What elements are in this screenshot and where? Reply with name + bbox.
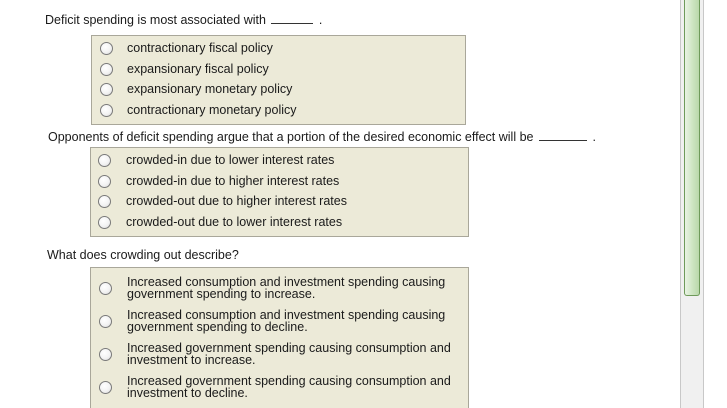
radio-button[interactable]	[99, 348, 112, 361]
question-1-prompt: Deficit spending is most associated with	[45, 13, 266, 27]
answer-blank	[539, 129, 587, 141]
option-label: crowded-in due to lower interest rates	[126, 153, 335, 167]
option-3d[interactable]	[91, 367, 468, 400]
radio-button[interactable]	[99, 282, 112, 295]
option-1c[interactable]	[92, 77, 465, 99]
question-2-suffix: .	[592, 130, 596, 144]
option-label: Increased government spending causing consumption and investment to increase.	[127, 341, 451, 367]
option-label: expansionary fiscal policy	[127, 62, 269, 76]
radio-button[interactable]	[100, 83, 113, 96]
option-3b[interactable]	[91, 301, 468, 334]
question-2-options	[90, 147, 469, 237]
option-1d[interactable]	[92, 98, 465, 120]
question-2-prompt: Opponents of deficit spending argue that a portion of the desired economic effect will be	[48, 130, 534, 144]
radio-button[interactable]	[99, 315, 112, 328]
radio-button[interactable]	[100, 63, 113, 76]
option-label: Increased consumption and investment spending causing government spending to decline.	[127, 308, 446, 334]
radio-button[interactable]	[98, 154, 111, 167]
question-1-suffix: .	[318, 13, 323, 27]
radio-button[interactable]	[100, 104, 113, 117]
radio-button[interactable]	[99, 381, 112, 394]
question-3-options	[90, 267, 469, 408]
radio-button[interactable]	[100, 42, 113, 55]
option-3a[interactable]	[91, 268, 468, 301]
option-label: Increased government spending causing consumption and investment to decline.	[127, 374, 451, 400]
question-3-text	[47, 248, 239, 262]
question-1-text	[45, 12, 322, 27]
option-3c[interactable]	[91, 334, 468, 367]
window-edge	[706, 0, 727, 408]
radio-button[interactable]	[98, 216, 111, 229]
option-label: crowded-out due to lower interest rates	[126, 215, 343, 229]
option-label: contractionary monetary policy	[127, 103, 297, 117]
option-2d[interactable]	[91, 210, 468, 232]
radio-button[interactable]	[98, 195, 111, 208]
option-1b[interactable]	[92, 57, 465, 79]
option-label: crowded-in due to higher interest rates	[126, 174, 340, 188]
scrollbar-thumb[interactable]	[684, 0, 700, 296]
option-2c[interactable]	[91, 189, 468, 211]
question-2-text	[48, 129, 596, 144]
option-1a[interactable]	[92, 36, 465, 58]
option-label: Increased consumption and investment spending causing government spending to increase.	[127, 275, 446, 301]
option-2a[interactable]	[91, 148, 468, 170]
question-1-options	[91, 35, 466, 125]
option-label: contractionary fiscal policy	[127, 41, 273, 55]
option-2b[interactable]	[91, 169, 468, 191]
answer-blank	[271, 12, 313, 24]
question-3-prompt: What does crowding out describe?	[47, 248, 239, 262]
option-label: crowded-out due to higher interest rates	[126, 194, 347, 208]
radio-button[interactable]	[98, 175, 111, 188]
option-label: expansionary monetary policy	[127, 82, 293, 96]
